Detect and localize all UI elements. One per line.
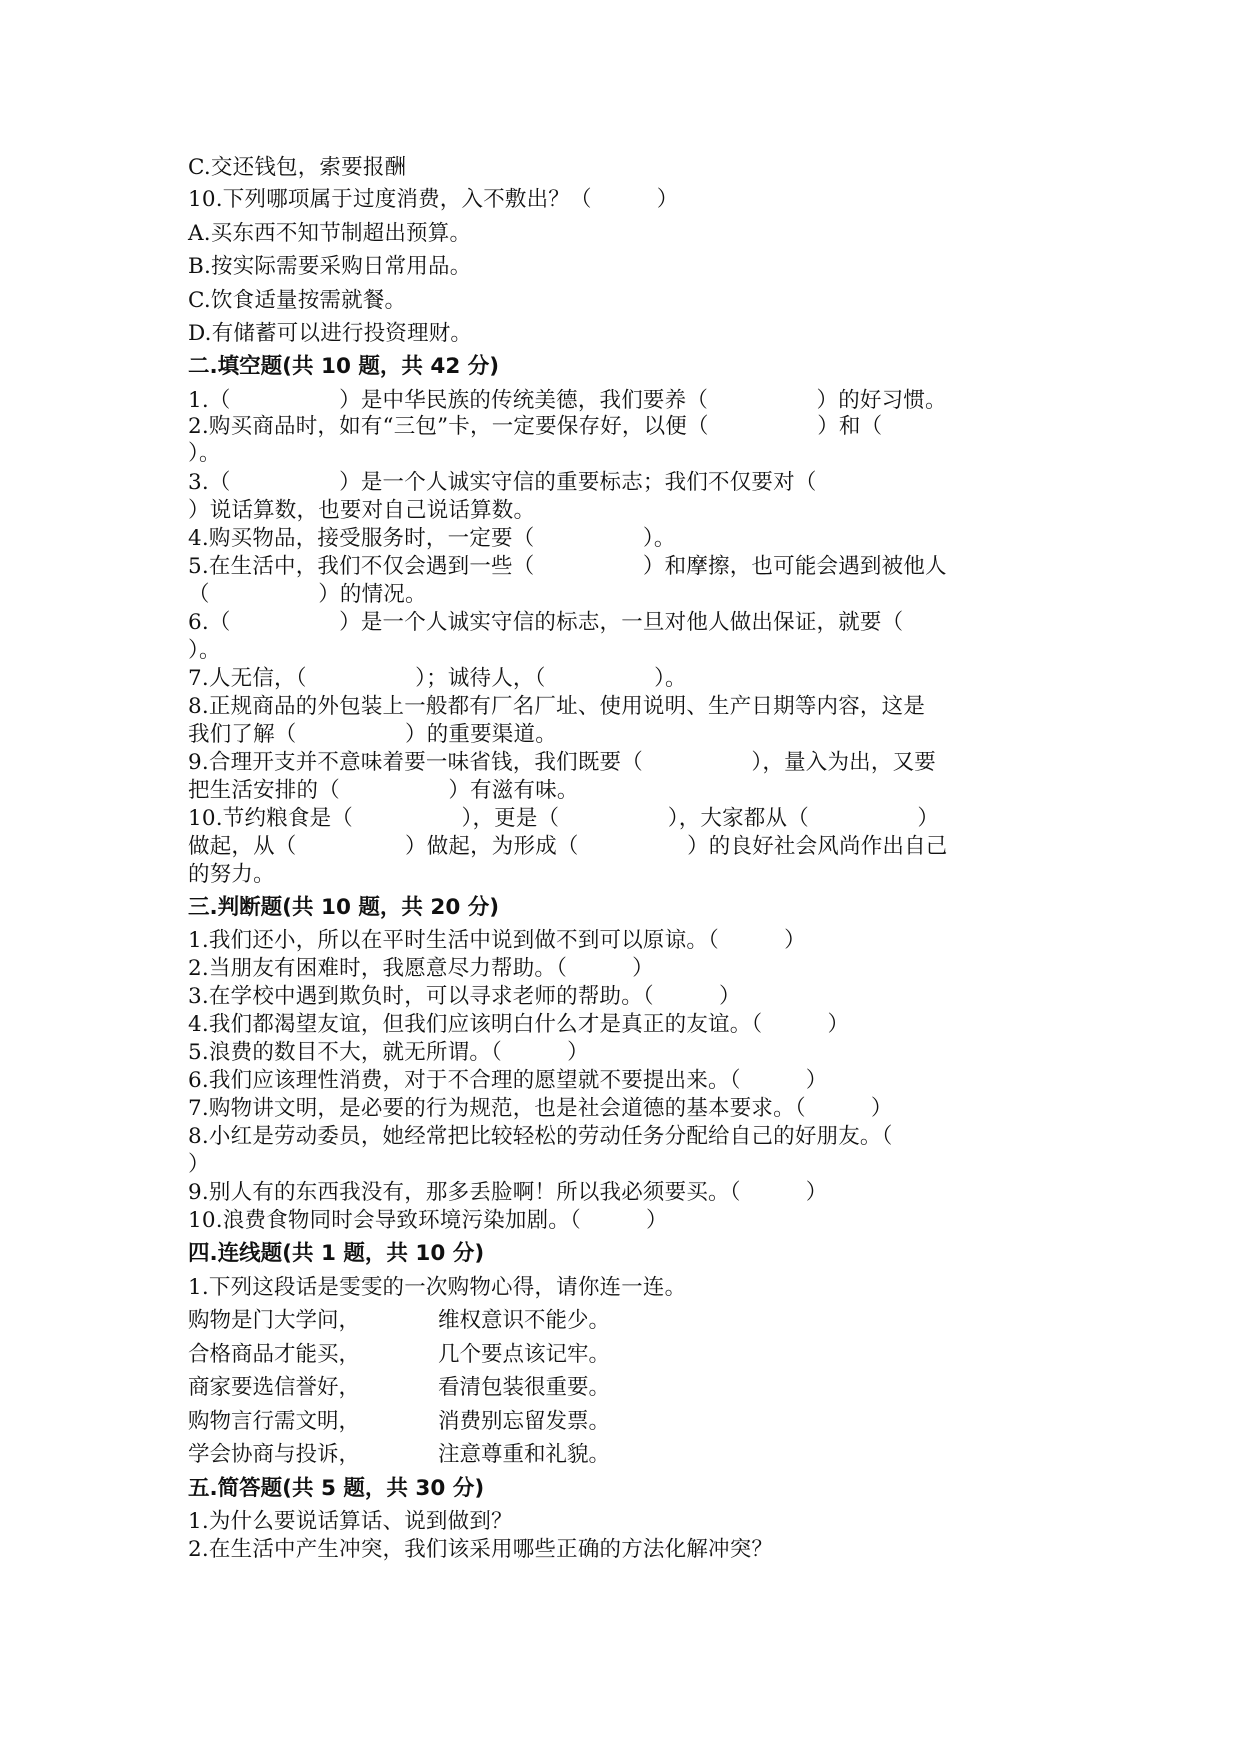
- fill-line: 我们了解（ ）的重要渠道。: [188, 722, 557, 747]
- judge-line: 5.浪费的数目不大，就无所谓。（ ）: [188, 1040, 589, 1065]
- section-heading-matching: 四.连线题(共 1 题，共 10 分): [188, 1241, 485, 1266]
- fill-line: ）。: [188, 441, 221, 466]
- matching-left-item: 购物是门大学问，: [188, 1308, 361, 1333]
- fill-line: 做起，从（ ）做起，为形成（ ）的良好社会风尚作出自己: [188, 834, 948, 859]
- fill-line: 7.人无信，（ ）；诚待人，（ ）。: [188, 666, 687, 691]
- q10-stem: 10.下列哪项属于过度消费，入不敷出？（ ）: [188, 187, 679, 212]
- judge-line: 3.在学校中遇到欺负时，可以寻求老师的帮助。（ ）: [188, 984, 741, 1009]
- judge-line: 6.我们应该理性消费，对于不合理的愿望就不要提出来。（ ）: [188, 1068, 828, 1093]
- section-heading-short-answer: 五.简答题(共 5 题，共 30 分): [188, 1476, 485, 1501]
- judge-line: 1.我们还小，所以在平时生活中说到做不到可以原谅。（ ）: [188, 928, 806, 953]
- fill-line: 把生活安排的（ ）有滋有味。: [188, 778, 579, 803]
- fill-line: 9.合理开支并不意味着要一味省钱，我们既要（ ），量入为出，又要: [188, 750, 936, 775]
- fill-line: ）说话算数，也要对自己说话算数。: [188, 498, 536, 523]
- section-heading-fill-blank: 二.填空题(共 10 题，共 42 分): [188, 354, 500, 379]
- q10-option-d: D.有储蓄可以进行投资理财。: [188, 321, 473, 346]
- matching-right-item: 维权意识不能少。: [438, 1308, 611, 1333]
- fill-line: 3.（ ）是一个人诚实守信的重要标志；我们不仅要对（: [188, 470, 817, 495]
- matching-left-item: 商家要选信誉好，: [188, 1375, 361, 1400]
- judge-line: 8.小红是劳动委员，她经常把比较轻松的劳动任务分配给自己的好朋友。（: [188, 1124, 893, 1149]
- judge-line: 10.浪费食物同时会导致环境污染加剧。（ ）: [188, 1208, 668, 1233]
- section-heading-judge: 三.判断题(共 10 题，共 20 分): [188, 895, 500, 920]
- fill-line: 4.购买物品，接受服务时，一定要（ ）。: [188, 526, 676, 551]
- matching-left-item: 购物言行需文明，: [188, 1409, 361, 1434]
- matching-left-item: 合格商品才能买，: [188, 1342, 361, 1367]
- fill-line: （ ）的情况。: [188, 582, 427, 607]
- matching-right-item: 看清包装很重要。: [438, 1375, 611, 1400]
- matching-right-item: 消费别忘留发票。: [438, 1409, 611, 1434]
- q10-option-b: B.按实际需要采购日常用品。: [188, 254, 472, 279]
- matching-right-item: 注意尊重和礼貌。: [438, 1442, 611, 1467]
- judge-line: 4.我们都渴望友谊，但我们应该明白什么才是真正的友谊。（ ）: [188, 1012, 850, 1037]
- fill-line: ）。: [188, 638, 221, 663]
- judge-line: 7.购物讲文明，是必要的行为规范，也是社会道德的基本要求。（ ）: [188, 1096, 893, 1121]
- fill-line: 10.节约粮食是（ ），更是（ ），大家都从（ ）: [188, 806, 940, 831]
- fill-line: 的努力。: [188, 862, 275, 887]
- matching-stem: 1.下列这段话是雯雯的一次购物心得，请你连一连。: [188, 1275, 687, 1300]
- short-answer-line: 2.在生活中产生冲突，我们该采用哪些正确的方法化解冲突？: [188, 1537, 774, 1562]
- q10-option-a: A.买东西不知节制超出预算。: [188, 221, 472, 246]
- matching-left-item: 学会协商与投诉，: [188, 1442, 361, 1467]
- judge-line: 9.别人有的东西我没有，那多丢脸啊！所以我必须要买。（ ）: [188, 1180, 828, 1205]
- q10-option-c: C.饮食适量按需就餐。: [188, 288, 407, 313]
- fill-line: 5.在生活中，我们不仅会遇到一些（ ）和摩擦，也可能会遇到被他人: [188, 554, 947, 579]
- fill-line: 6.（ ）是一个人诚实守信的标志，一旦对他人做出保证，就要（: [188, 610, 904, 635]
- fill-line: 2.购买商品时，如有“三包”卡，一定要保存好，以便（ ）和（: [188, 414, 883, 439]
- judge-line: ）: [188, 1152, 210, 1177]
- matching-right-item: 几个要点该记牢。: [438, 1342, 611, 1367]
- judge-line: 2.当朋友有困难时，我愿意尽力帮助。（ ）: [188, 956, 654, 981]
- q9-option-c: C.交还钱包，索要报酬: [188, 155, 407, 180]
- fill-line: 1.（ ）是中华民族的传统美德，我们要养（ ）的好习惯。: [188, 388, 947, 413]
- fill-line: 8.正规商品的外包装上一般都有厂名厂址、使用说明、生产日期等内容，这是: [188, 694, 926, 719]
- short-answer-line: 1.为什么要说话算话、说到做到？: [188, 1509, 513, 1534]
